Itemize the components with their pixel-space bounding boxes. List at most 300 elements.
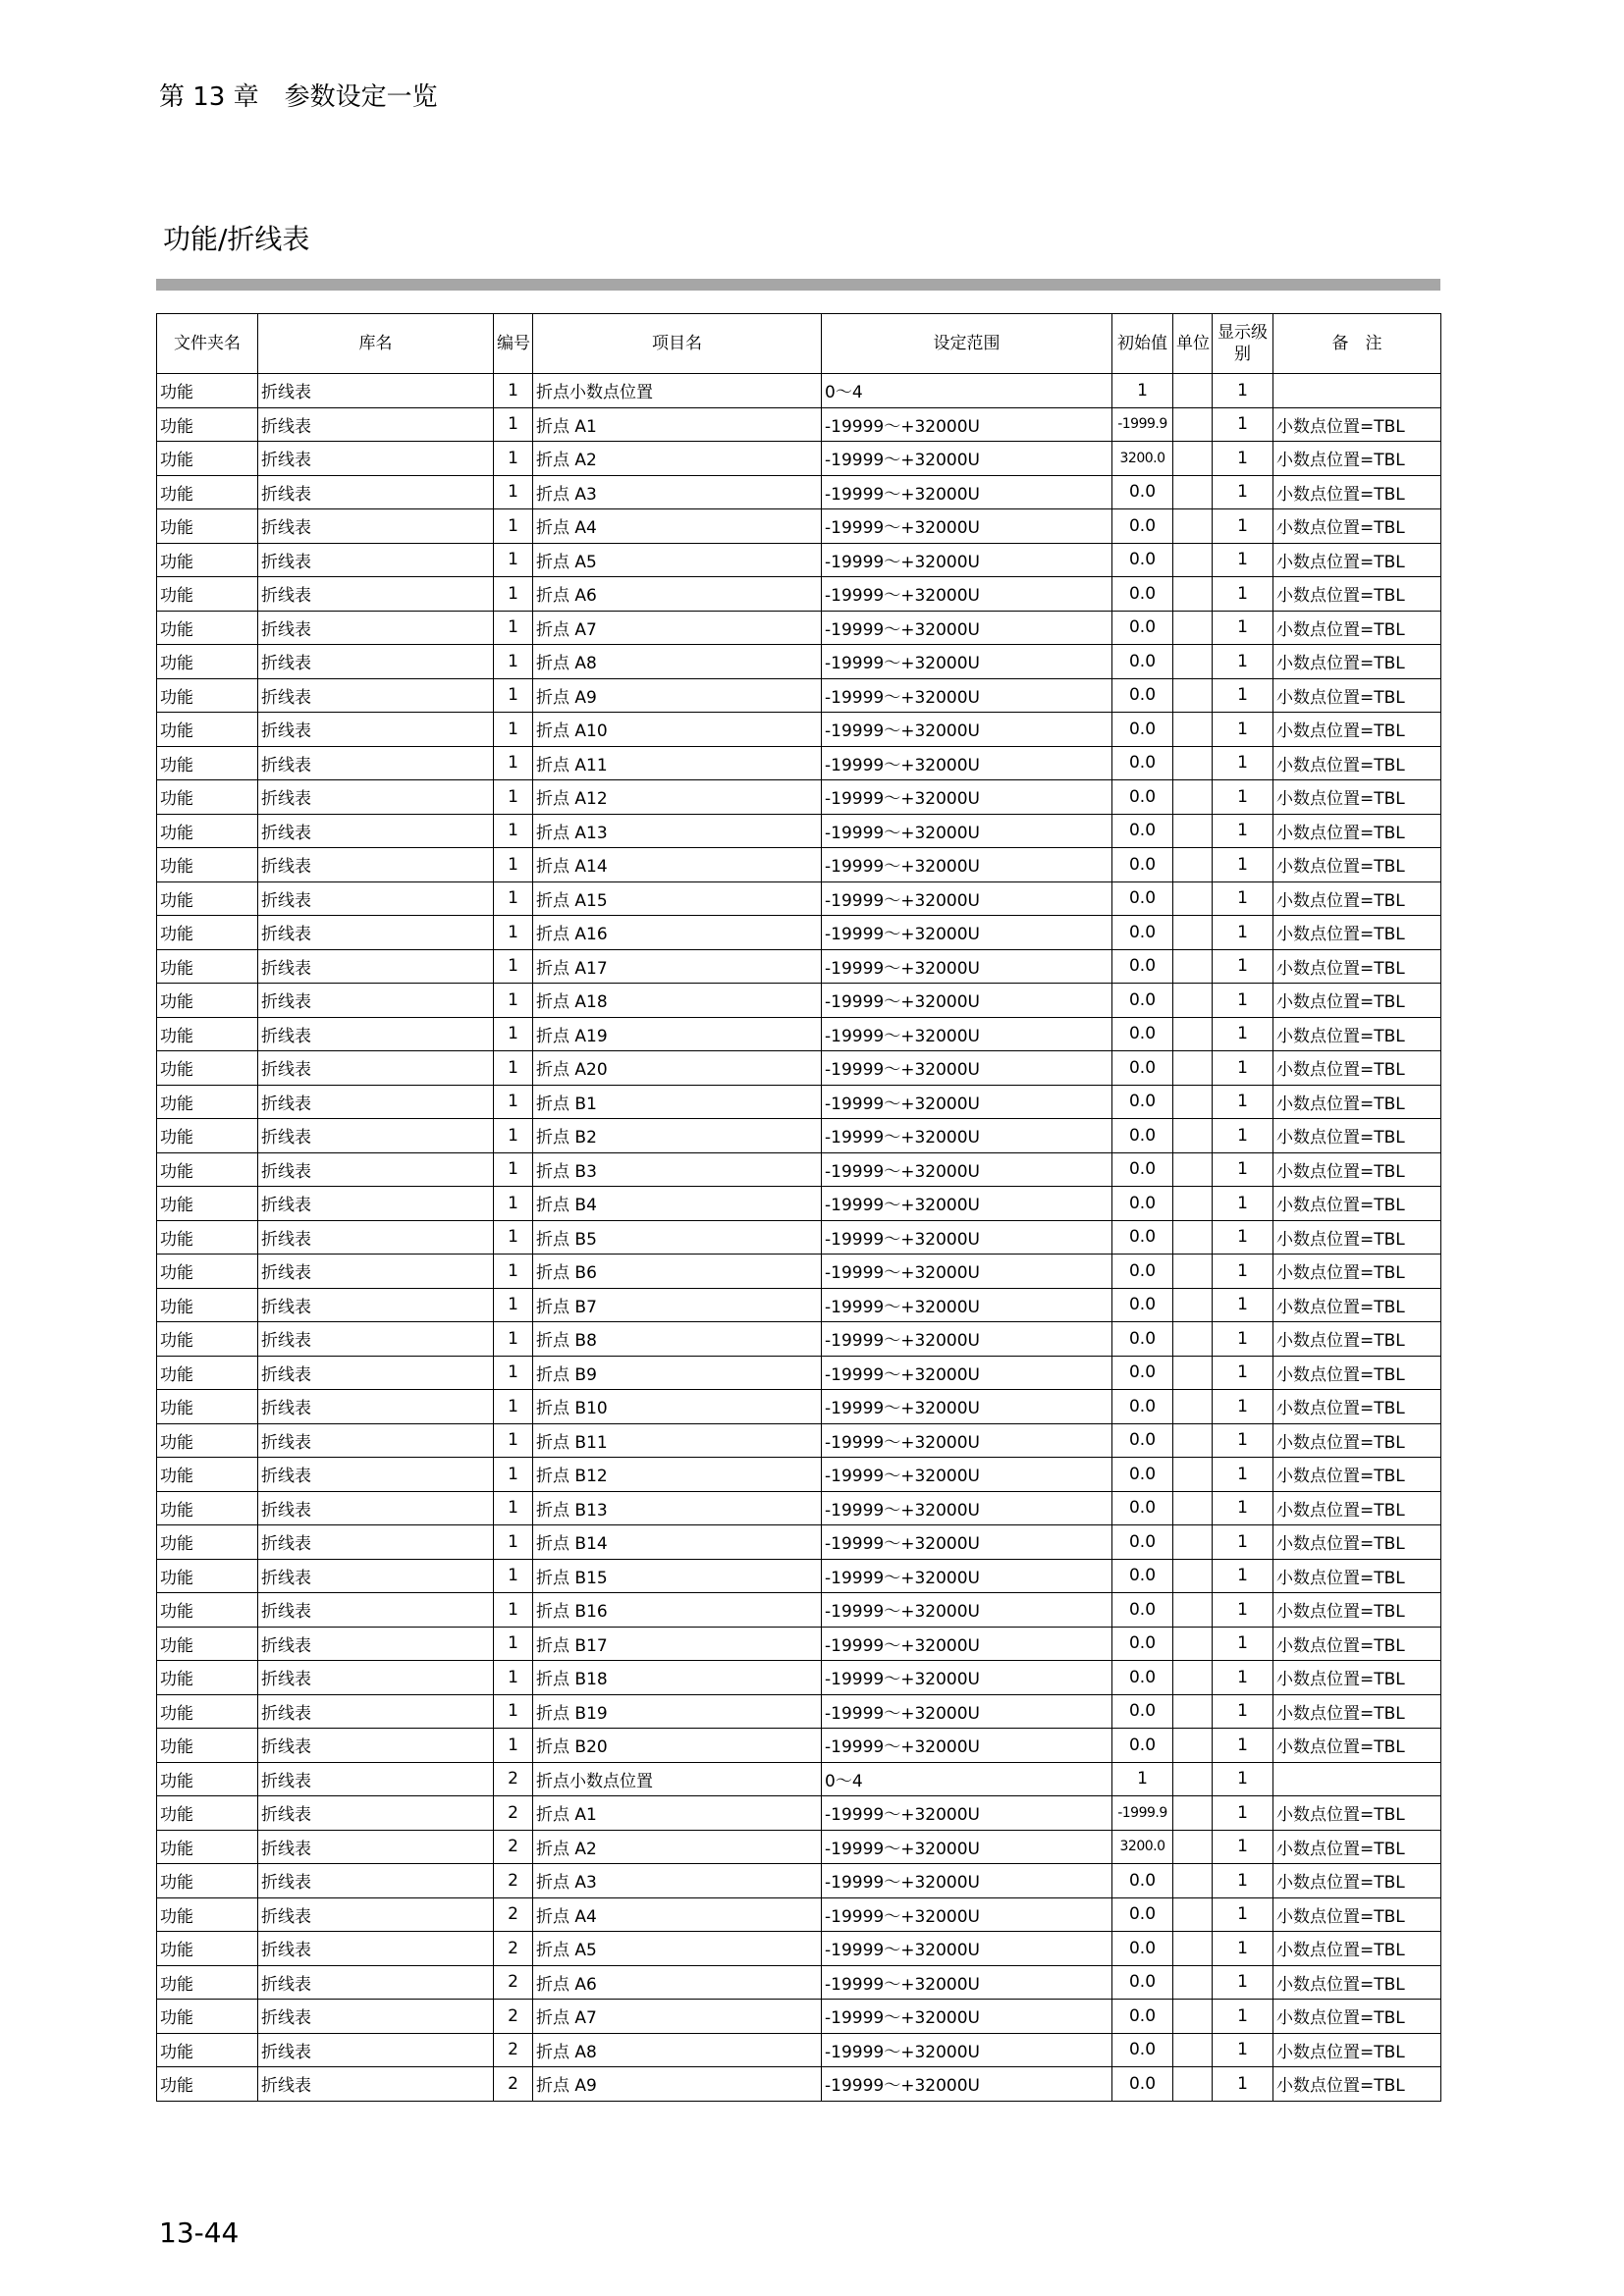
remarks-cell: 小数点位置=TBL — [1273, 1525, 1441, 1560]
remarks-cell — [1273, 374, 1441, 408]
unit-cell — [1173, 1525, 1213, 1560]
unit-cell — [1173, 713, 1213, 747]
folder-cell: 功能 — [157, 814, 258, 848]
remarks-cell: 小数点位置=TBL — [1273, 1017, 1441, 1051]
setting-range-cell: -19999～+32000U — [822, 814, 1112, 848]
unit-cell — [1173, 2000, 1213, 2034]
setting-range-cell: 0～4 — [822, 374, 1112, 408]
remarks-cell: 小数点位置=TBL — [1273, 543, 1441, 577]
setting-range-cell: -19999～+32000U — [822, 2067, 1112, 2102]
setting-range-cell: -19999～+32000U — [822, 1051, 1112, 1086]
unit-cell — [1173, 848, 1213, 882]
table-row — [157, 1423, 1441, 1458]
remarks-cell: 小数点位置=TBL — [1273, 1458, 1441, 1492]
item-name-cell: 折点 A7 — [533, 2000, 822, 2034]
table-row — [157, 543, 1441, 577]
display-level-cell: 1 — [1213, 1491, 1273, 1525]
folder-cell: 功能 — [157, 1796, 258, 1831]
folder-cell: 功能 — [157, 1661, 258, 1695]
initial-value-cell: 0.0 — [1112, 1627, 1173, 1661]
display-level-cell: 1 — [1213, 949, 1273, 984]
initial-value-cell: 0.0 — [1112, 1491, 1173, 1525]
setting-range-cell: -19999～+32000U — [822, 1356, 1112, 1390]
setting-range-cell: -19999～+32000U — [822, 2033, 1112, 2067]
display-level-cell: 1 — [1213, 475, 1273, 509]
library-cell: 折线表 — [258, 2067, 494, 2102]
folder-cell: 功能 — [157, 746, 258, 780]
display-level-cell: 1 — [1213, 746, 1273, 780]
item-name-cell: 折点 A19 — [533, 1017, 822, 1051]
unit-cell — [1173, 509, 1213, 544]
number-cell: 1 — [494, 1694, 533, 1729]
initial-value-cell: 0.0 — [1112, 1390, 1173, 1424]
table-row — [157, 1694, 1441, 1729]
unit-cell — [1173, 949, 1213, 984]
table-row — [157, 780, 1441, 815]
setting-range-cell: -19999～+32000U — [822, 2000, 1112, 2034]
library-cell: 折线表 — [258, 509, 494, 544]
unit-cell — [1173, 1796, 1213, 1831]
initial-value-cell: 0.0 — [1112, 1152, 1173, 1187]
library-cell: 折线表 — [258, 713, 494, 747]
folder-cell: 功能 — [157, 1356, 258, 1390]
number-cell: 1 — [494, 984, 533, 1018]
item-name-cell: 折点 B2 — [533, 1119, 822, 1153]
section-divider — [156, 279, 1440, 291]
library-cell: 折线表 — [258, 678, 494, 713]
remarks-cell: 小数点位置=TBL — [1273, 814, 1441, 848]
item-name-cell: 折点 A7 — [533, 611, 822, 645]
setting-range-cell: -19999～+32000U — [822, 984, 1112, 1018]
remarks-cell: 小数点位置=TBL — [1273, 442, 1441, 476]
chapter-heading: 第 13 章 参数设定一览 — [159, 82, 438, 112]
library-cell: 折线表 — [258, 1694, 494, 1729]
unit-cell — [1173, 1897, 1213, 1932]
number-cell: 1 — [494, 1525, 533, 1560]
folder-cell: 功能 — [157, 984, 258, 1018]
setting-range-cell: -19999～+32000U — [822, 1897, 1112, 1932]
item-name-cell: 折点 B13 — [533, 1491, 822, 1525]
remarks-cell: 小数点位置=TBL — [1273, 1932, 1441, 1966]
library-cell: 折线表 — [258, 1491, 494, 1525]
unit-cell — [1173, 1559, 1213, 1593]
setting-range-cell: -19999～+32000U — [822, 1932, 1112, 1966]
folder-cell: 功能 — [157, 1729, 258, 1763]
page-number: 13-44 — [159, 2216, 240, 2249]
initial-value-cell: 0.0 — [1112, 1255, 1173, 1289]
item-name-cell: 折点 A11 — [533, 746, 822, 780]
unit-cell — [1173, 611, 1213, 645]
folder-cell: 功能 — [157, 881, 258, 916]
folder-cell: 功能 — [157, 1220, 258, 1255]
item-name-cell: 折点 B19 — [533, 1694, 822, 1729]
number-cell: 1 — [494, 1322, 533, 1357]
remarks-cell: 小数点位置=TBL — [1273, 1593, 1441, 1628]
library-cell: 折线表 — [258, 1017, 494, 1051]
display-level-cell: 1 — [1213, 984, 1273, 1018]
unit-cell — [1173, 1255, 1213, 1289]
initial-value-cell: 0.0 — [1112, 2033, 1173, 2067]
number-cell: 1 — [494, 1593, 533, 1628]
folder-cell: 功能 — [157, 1051, 258, 1086]
initial-value-cell: 3200.0 — [1112, 442, 1173, 476]
folder-cell: 功能 — [157, 949, 258, 984]
display-level-cell: 1 — [1213, 407, 1273, 442]
number-cell: 2 — [494, 1864, 533, 1898]
item-name-cell: 折点 A8 — [533, 2033, 822, 2067]
table-row — [157, 916, 1441, 950]
number-cell: 1 — [494, 1729, 533, 1763]
initial-value-cell: 1 — [1112, 374, 1173, 408]
unit-cell — [1173, 1322, 1213, 1357]
table-row — [157, 1796, 1441, 1831]
item-name-cell: 折点 B1 — [533, 1085, 822, 1119]
setting-range-cell: -19999～+32000U — [822, 1288, 1112, 1322]
initial-value-cell: 0.0 — [1112, 1322, 1173, 1357]
display-level-cell: 1 — [1213, 780, 1273, 815]
number-cell: 1 — [494, 1187, 533, 1221]
unit-cell — [1173, 1220, 1213, 1255]
display-level-cell: 1 — [1213, 1458, 1273, 1492]
number-cell: 1 — [494, 678, 533, 713]
setting-range-cell: -19999～+32000U — [822, 442, 1112, 476]
number-cell: 2 — [494, 2033, 533, 2067]
folder-cell: 功能 — [157, 2033, 258, 2067]
table-row — [157, 1322, 1441, 1357]
table-row — [157, 1864, 1441, 1898]
table-row — [157, 1255, 1441, 1289]
item-name-cell: 折点 B8 — [533, 1322, 822, 1357]
table-row — [157, 1729, 1441, 1763]
display-level-cell: 1 — [1213, 713, 1273, 747]
folder-cell: 功能 — [157, 713, 258, 747]
number-cell: 1 — [494, 407, 533, 442]
library-cell: 折线表 — [258, 645, 494, 679]
table-row — [157, 1897, 1441, 1932]
table-row — [157, 713, 1441, 747]
library-cell: 折线表 — [258, 1525, 494, 1560]
table-row — [157, 1593, 1441, 1628]
unit-cell — [1173, 1627, 1213, 1661]
table-row — [157, 1085, 1441, 1119]
table-header-row — [157, 314, 1441, 374]
display-level-cell: 1 — [1213, 1390, 1273, 1424]
display-level-cell: 1 — [1213, 2000, 1273, 2034]
initial-value-cell: 0.0 — [1112, 1458, 1173, 1492]
unit-cell — [1173, 577, 1213, 612]
item-name-cell: 折点 A1 — [533, 1796, 822, 1831]
initial-value-cell: 0.0 — [1112, 746, 1173, 780]
folder-cell: 功能 — [157, 2067, 258, 2102]
initial-value-cell: -1999.9 — [1112, 1796, 1173, 1831]
item-name-cell: 折点 A12 — [533, 780, 822, 815]
remarks-cell: 小数点位置=TBL — [1273, 848, 1441, 882]
item-name-cell: 折点 A18 — [533, 984, 822, 1018]
table-row — [157, 442, 1441, 476]
number-cell: 1 — [494, 746, 533, 780]
table-row — [157, 1965, 1441, 2000]
unit-cell — [1173, 1491, 1213, 1525]
initial-value-cell: 0.0 — [1112, 678, 1173, 713]
item-name-cell: 折点 A9 — [533, 2067, 822, 2102]
unit-cell — [1173, 1762, 1213, 1796]
display-level-cell: 1 — [1213, 1830, 1273, 1864]
setting-range-cell: -19999～+32000U — [822, 1864, 1112, 1898]
unit-cell — [1173, 916, 1213, 950]
library-cell: 折线表 — [258, 1423, 494, 1458]
folder-cell: 功能 — [157, 1255, 258, 1289]
library-cell: 折线表 — [258, 475, 494, 509]
item-name-cell: 折点 A14 — [533, 848, 822, 882]
initial-value-cell: 0.0 — [1112, 1525, 1173, 1560]
table-row — [157, 645, 1441, 679]
item-name-cell: 折点 B16 — [533, 1593, 822, 1628]
setting-range-cell: -19999～+32000U — [822, 746, 1112, 780]
folder-cell: 功能 — [157, 442, 258, 476]
setting-range-cell: -19999～+32000U — [822, 407, 1112, 442]
table-row — [157, 1830, 1441, 1864]
item-name-cell: 折点 A6 — [533, 1965, 822, 2000]
table-row — [157, 577, 1441, 612]
number-cell: 1 — [494, 543, 533, 577]
setting-range-cell: -19999～+32000U — [822, 1187, 1112, 1221]
library-cell: 折线表 — [258, 2000, 494, 2034]
library-cell: 折线表 — [258, 1051, 494, 1086]
folder-cell: 功能 — [157, 1694, 258, 1729]
table-row — [157, 678, 1441, 713]
folder-cell: 功能 — [157, 1525, 258, 1560]
library-cell: 折线表 — [258, 1661, 494, 1695]
table-row — [157, 984, 1441, 1018]
display-level-cell: 1 — [1213, 1762, 1273, 1796]
setting-range-cell: -19999～+32000U — [822, 1423, 1112, 1458]
unit-cell — [1173, 1356, 1213, 1390]
library-cell: 折线表 — [258, 814, 494, 848]
table-row — [157, 1458, 1441, 1492]
setting-range-cell: -19999～+32000U — [822, 1152, 1112, 1187]
unit-cell — [1173, 1932, 1213, 1966]
initial-value-cell: 0.0 — [1112, 984, 1173, 1018]
folder-cell: 功能 — [157, 916, 258, 950]
folder-cell: 功能 — [157, 1187, 258, 1221]
library-cell: 折线表 — [258, 2033, 494, 2067]
item-name-cell: 折点 B20 — [533, 1729, 822, 1763]
remarks-cell: 小数点位置=TBL — [1273, 1830, 1441, 1864]
item-name-cell: 折点 B14 — [533, 1525, 822, 1560]
remarks-cell: 小数点位置=TBL — [1273, 1085, 1441, 1119]
display-level-cell: 1 — [1213, 577, 1273, 612]
number-cell: 1 — [494, 814, 533, 848]
unit-cell — [1173, 1661, 1213, 1695]
initial-value-cell: 0.0 — [1112, 1864, 1173, 1898]
initial-value-cell: 0.0 — [1112, 1085, 1173, 1119]
library-cell: 折线表 — [258, 1322, 494, 1357]
item-name-cell: 折点小数点位置 — [533, 1762, 822, 1796]
setting-range-cell: -19999～+32000U — [822, 1220, 1112, 1255]
initial-value-cell: 0.0 — [1112, 1423, 1173, 1458]
folder-cell: 功能 — [157, 1897, 258, 1932]
remarks-cell: 小数点位置=TBL — [1273, 1390, 1441, 1424]
display-level-cell: 1 — [1213, 1356, 1273, 1390]
unit-cell — [1173, 1694, 1213, 1729]
setting-range-cell: -19999～+32000U — [822, 543, 1112, 577]
number-cell: 2 — [494, 1830, 533, 1864]
display-level-cell: 1 — [1213, 374, 1273, 408]
setting-range-cell: -19999～+32000U — [822, 949, 1112, 984]
library-cell: 折线表 — [258, 1729, 494, 1763]
number-cell: 2 — [494, 2000, 533, 2034]
number-cell: 2 — [494, 2067, 533, 2102]
folder-cell: 功能 — [157, 1152, 258, 1187]
unit-cell — [1173, 1051, 1213, 1086]
remarks-cell: 小数点位置=TBL — [1273, 1152, 1441, 1187]
table-row — [157, 1187, 1441, 1221]
initial-value-cell: 0.0 — [1112, 1729, 1173, 1763]
initial-value-cell: 3200.0 — [1112, 1830, 1173, 1864]
folder-cell: 功能 — [157, 1491, 258, 1525]
item-name-cell: 折点 A8 — [533, 645, 822, 679]
folder-cell: 功能 — [157, 678, 258, 713]
item-name-cell: 折点 B9 — [533, 1356, 822, 1390]
unit-cell — [1173, 2033, 1213, 2067]
display-level-cell: 1 — [1213, 2033, 1273, 2067]
initial-value-cell: 0.0 — [1112, 881, 1173, 916]
item-name-cell: 折点 A2 — [533, 442, 822, 476]
col-header-item-name: 项目名 — [533, 314, 822, 374]
number-cell: 1 — [494, 1085, 533, 1119]
display-level-cell: 1 — [1213, 1322, 1273, 1357]
setting-range-cell: -19999～+32000U — [822, 1525, 1112, 1560]
remarks-cell: 小数点位置=TBL — [1273, 1864, 1441, 1898]
folder-cell: 功能 — [157, 1965, 258, 2000]
display-level-cell: 1 — [1213, 442, 1273, 476]
library-cell: 折线表 — [258, 1152, 494, 1187]
unit-cell — [1173, 442, 1213, 476]
unit-cell — [1173, 645, 1213, 679]
unit-cell — [1173, 374, 1213, 408]
col-header-display-level: 显示级别 — [1213, 314, 1273, 374]
remarks-cell: 小数点位置=TBL — [1273, 2067, 1441, 2102]
remarks-cell: 小数点位置=TBL — [1273, 1965, 1441, 2000]
remarks-cell: 小数点位置=TBL — [1273, 1220, 1441, 1255]
display-level-cell: 1 — [1213, 1187, 1273, 1221]
setting-range-cell: -19999～+32000U — [822, 1390, 1112, 1424]
unit-cell — [1173, 1423, 1213, 1458]
remarks-cell: 小数点位置=TBL — [1273, 949, 1441, 984]
folder-cell: 功能 — [157, 1458, 258, 1492]
folder-cell: 功能 — [157, 475, 258, 509]
remarks-cell: 小数点位置=TBL — [1273, 1897, 1441, 1932]
remarks-cell: 小数点位置=TBL — [1273, 2000, 1441, 2034]
setting-range-cell: -19999～+32000U — [822, 1627, 1112, 1661]
library-cell: 折线表 — [258, 780, 494, 815]
number-cell: 2 — [494, 1965, 533, 2000]
initial-value-cell: 0.0 — [1112, 949, 1173, 984]
remarks-cell: 小数点位置=TBL — [1273, 1187, 1441, 1221]
item-name-cell: 折点 B5 — [533, 1220, 822, 1255]
unit-cell — [1173, 1017, 1213, 1051]
remarks-cell: 小数点位置=TBL — [1273, 746, 1441, 780]
folder-cell: 功能 — [157, 1017, 258, 1051]
setting-range-cell: -19999～+32000U — [822, 1593, 1112, 1628]
remarks-cell: 小数点位置=TBL — [1273, 1288, 1441, 1322]
initial-value-cell: 0.0 — [1112, 1661, 1173, 1695]
folder-cell: 功能 — [157, 1390, 258, 1424]
library-cell: 折线表 — [258, 916, 494, 950]
number-cell: 1 — [494, 1627, 533, 1661]
setting-range-cell: -19999～+32000U — [822, 645, 1112, 679]
folder-cell: 功能 — [157, 1085, 258, 1119]
section-title: 功能/折线表 — [163, 223, 310, 255]
display-level-cell: 1 — [1213, 1559, 1273, 1593]
col-header-initial-value: 初始值 — [1112, 314, 1173, 374]
item-name-cell: 折点 B17 — [533, 1627, 822, 1661]
table-row — [157, 2033, 1441, 2067]
setting-range-cell: -19999～+32000U — [822, 1119, 1112, 1153]
setting-range-cell: -19999～+32000U — [822, 1965, 1112, 2000]
remarks-cell: 小数点位置=TBL — [1273, 780, 1441, 815]
remarks-cell: 小数点位置=TBL — [1273, 713, 1441, 747]
library-cell: 折线表 — [258, 1288, 494, 1322]
number-cell: 1 — [494, 475, 533, 509]
display-level-cell: 1 — [1213, 848, 1273, 882]
folder-cell: 功能 — [157, 780, 258, 815]
item-name-cell: 折点 A2 — [533, 1830, 822, 1864]
unit-cell — [1173, 984, 1213, 1018]
table-row — [157, 1051, 1441, 1086]
unit-cell — [1173, 407, 1213, 442]
folder-cell: 功能 — [157, 1119, 258, 1153]
display-level-cell: 1 — [1213, 1965, 1273, 2000]
folder-cell: 功能 — [157, 1932, 258, 1966]
display-level-cell: 1 — [1213, 1085, 1273, 1119]
col-header-library: 库名 — [258, 314, 494, 374]
setting-range-cell: -19999～+32000U — [822, 1729, 1112, 1763]
table-row — [157, 374, 1441, 408]
number-cell: 1 — [494, 1220, 533, 1255]
display-level-cell: 1 — [1213, 916, 1273, 950]
initial-value-cell: 0.0 — [1112, 1932, 1173, 1966]
unit-cell — [1173, 1390, 1213, 1424]
display-level-cell: 1 — [1213, 1220, 1273, 1255]
library-cell: 折线表 — [258, 949, 494, 984]
remarks-cell: 小数点位置=TBL — [1273, 611, 1441, 645]
display-level-cell: 1 — [1213, 1423, 1273, 1458]
number-cell: 1 — [494, 780, 533, 815]
unit-cell — [1173, 746, 1213, 780]
setting-range-cell: -19999～+32000U — [822, 577, 1112, 612]
initial-value-cell: 0.0 — [1112, 611, 1173, 645]
number-cell: 1 — [494, 1356, 533, 1390]
unit-cell — [1173, 1864, 1213, 1898]
number-cell: 1 — [494, 881, 533, 916]
remarks-cell: 小数点位置=TBL — [1273, 1322, 1441, 1357]
library-cell: 折线表 — [258, 442, 494, 476]
number-cell: 1 — [494, 916, 533, 950]
display-level-cell: 1 — [1213, 1017, 1273, 1051]
setting-range-cell: -19999～+32000U — [822, 475, 1112, 509]
setting-range-cell: -19999～+32000U — [822, 678, 1112, 713]
unit-cell — [1173, 881, 1213, 916]
item-name-cell: 折点 B11 — [533, 1423, 822, 1458]
library-cell: 折线表 — [258, 1932, 494, 1966]
library-cell: 折线表 — [258, 1864, 494, 1898]
library-cell: 折线表 — [258, 1796, 494, 1831]
unit-cell — [1173, 1830, 1213, 1864]
table-row — [157, 1356, 1441, 1390]
display-level-cell: 1 — [1213, 1593, 1273, 1628]
setting-range-cell: -19999～+32000U — [822, 1694, 1112, 1729]
